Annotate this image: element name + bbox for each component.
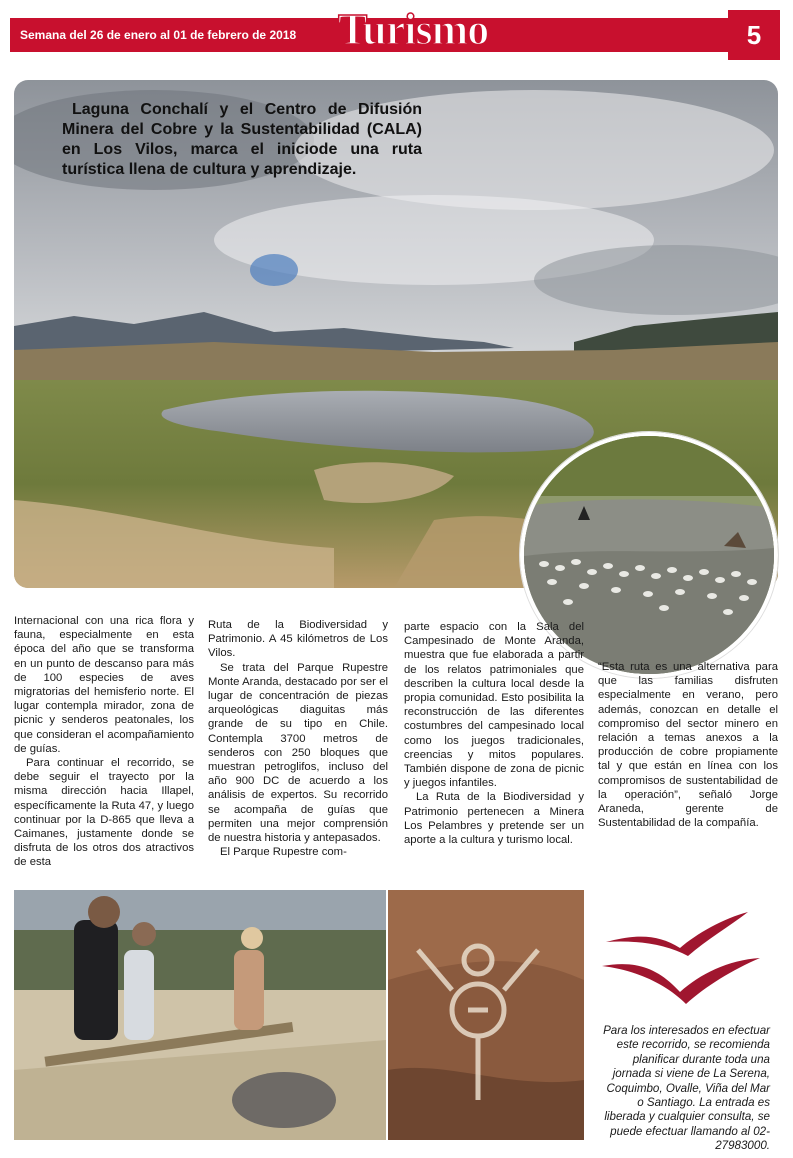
article-column-4 [598, 660, 778, 830]
article-column-2 [208, 618, 388, 859]
hero-caption: Laguna Conchalí y el Centro de Difusión Minera del Cobre y la Sustentabilidad (CALA) en Los Vilos, marca el iniciode una ruta turística llena de cultura y aprendizaje. [62, 101, 422, 178]
article-paragraph: Internacional con una rica flora y fauna, especialmente en esta época del año que se transforma en un punto de descanso para más de 100 especies de aves migratorias del hemisferio norte. El lugar contempla mirador, zona de picnic y senderos peatonales, los que consideran el acompañamiento de guías. [14, 615, 194, 755]
article-paragraph: El Parque Rupestre com- [220, 846, 347, 859]
article-quote: “Esta ruta es una alternativa para que las familias disfruten especialmente en verano, pero además, conozcan en detalle el compromiso del sector minero en relación a temas anexos a la producción de cobre propiamente tal y que están en línea con los compromisos de sustentabilidad de la operación”, señaló Jorge Araneda, gerente de Sustentabilidad de la compañía. [598, 661, 778, 830]
article-paragraph: La Ruta de la Biodiversidad y Patrimonio pertenecen a Minera Los Pelambres y pretende ser un aporte a la cultura y turismo local. [404, 791, 584, 847]
article-column-3 [404, 620, 584, 847]
page-number: 5 [728, 10, 780, 60]
article-paragraph: Para continuar el recorrido, se debe seguir el trayecto por la misma dirección hacia Illapel, específicamente la Ruta 47, y luego continuar por la D-865 que lleva a Caimanes, justamente donde se disfruta de los otros dos atractivos de esta [14, 757, 194, 869]
section-title: Turismo [338, 5, 489, 54]
seagull-icon [596, 904, 766, 1008]
article-paragraph: parte espacio con la Sala del Campesinado de Monte Aranda, muestra que fue elaborada a partir de los relatos patrimoniales que describen la cultura local desde la propia comunidad. Esto posibilita la reconstrucción de las diferentes costumbres del campesinado local como los juegos tradicionales, creencias y mitos populares. También dispone de zona de picnic y juegos infantiles. [404, 621, 584, 790]
info-box: Para los interesados en efectuar este recorrido, se recomienda planificar durante toda una jornada si viene de La Serena, Coquimbo, Ovalle, Viña del Mar o Santiago. La entrada es liberada y cualquier consulta, se puede efectuar llamando al 02-27983000. [603, 1024, 770, 1153]
petroglyph-photo [388, 890, 584, 1140]
article-paragraph: Se trata del Parque Rupestre Monte Aranda, destacado por ser el lugar de concentración de piezas arqueológicas diaguitas más grande de su tipo en Chile. Contempla 3700 metros de senderos con 250 bloques que muestran petroglifos, incluso del año 900 DC de acuerdo a los análisis de expertos. Su recorrido se acompaña de guías que permiten una mejor comprensión de nuestra historia y antepasados. [208, 661, 388, 845]
article-paragraph: Ruta de la Biodiversidad y Patrimonio. A 45 kilómetros de Los Vilos. [208, 619, 388, 660]
issue-date: Semana del 26 de enero al 01 de febrero de 2018 [20, 28, 297, 42]
visitors-photo [14, 890, 386, 1140]
article-column-1 [14, 614, 194, 870]
